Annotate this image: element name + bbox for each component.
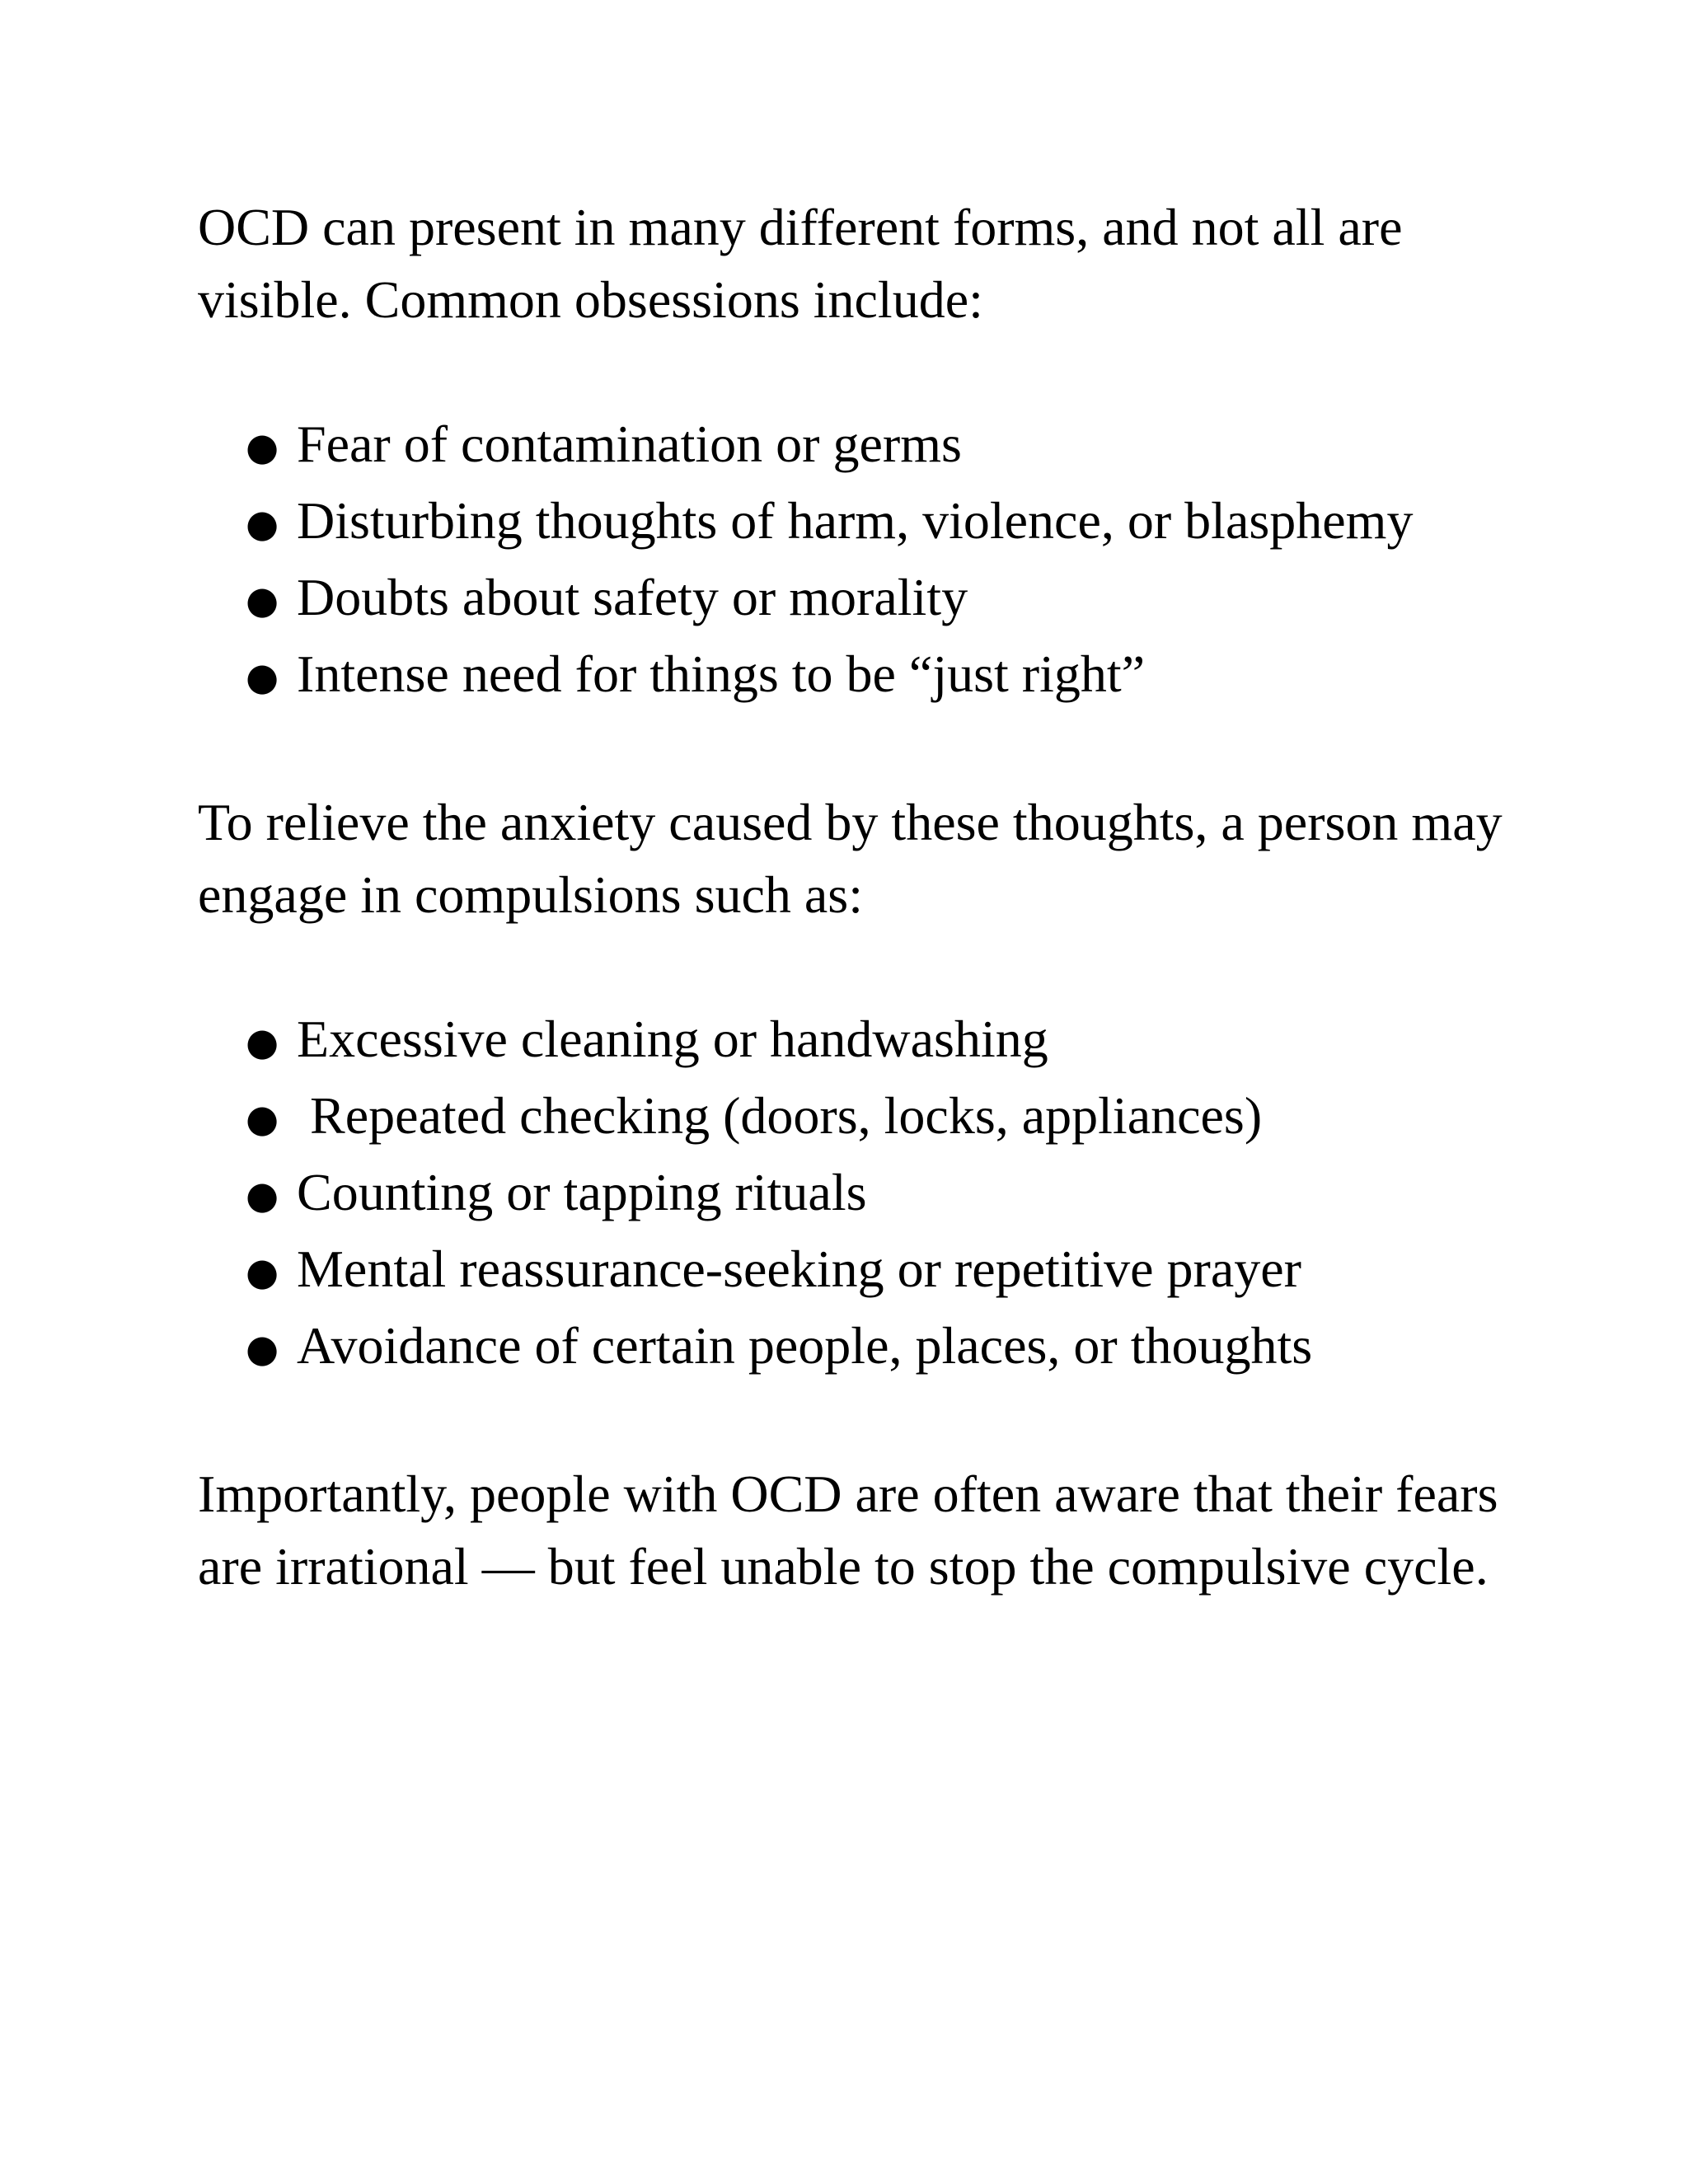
list-item-text: Doubts about safety or morality <box>297 568 968 626</box>
bullet-icon: ● <box>246 1173 279 1217</box>
list-item-text: Mental reassurance-seeking or repetitive prayer <box>297 1240 1301 1298</box>
list-item <box>246 1233 1550 1310</box>
bullet-icon: ● <box>246 578 279 622</box>
list-item-text: Counting or tapping rituals <box>297 1163 867 1221</box>
bullet-icon: ● <box>246 424 279 469</box>
conclusion-paragraph: Importantly, people with OCD are often aware that their fears are irrational — but feel unable to stop the compulsive cycle. <box>198 1465 1498 1596</box>
intro-paragraph: OCD can present in many different forms, and not all are visible. Common obsessions include: <box>198 198 1403 329</box>
bullet-icon: ● <box>246 1019 279 1064</box>
bullet-icon: ● <box>246 1096 279 1141</box>
list-item <box>246 1310 1550 1386</box>
list-item <box>246 561 1550 638</box>
list-item-text: Intense need for things to be “just right” <box>297 644 1146 703</box>
list-item <box>246 1003 1550 1080</box>
list-item-text: Repeated checking (doors, locks, appliances) <box>297 1086 1263 1145</box>
compulsions-intro-paragraph: To relieve the anxiety caused by these thoughts, a person may engage in compulsions such as: <box>198 793 1503 924</box>
list-item <box>246 408 1550 485</box>
compulsions-list <box>198 1003 1550 1386</box>
list-item-text: Avoidance of certain people, places, or thoughts <box>297 1316 1313 1375</box>
obsessions-list <box>198 408 1550 715</box>
list-item-text: Fear of contamination or germs <box>297 415 962 473</box>
bullet-icon: ● <box>246 654 279 699</box>
document-body <box>198 191 1550 1603</box>
list-item <box>246 485 1550 561</box>
list-item <box>246 1156 1550 1233</box>
bullet-icon: ● <box>246 501 279 546</box>
bullet-icon: ● <box>246 1249 279 1294</box>
bullet-icon: ● <box>246 1326 279 1371</box>
list-item <box>246 1080 1550 1156</box>
list-item-text: Disturbing thoughts of harm, violence, or blasphemy <box>297 491 1414 550</box>
list-item <box>246 638 1550 715</box>
list-item-text: Excessive cleaning or handwashing <box>297 1010 1048 1068</box>
